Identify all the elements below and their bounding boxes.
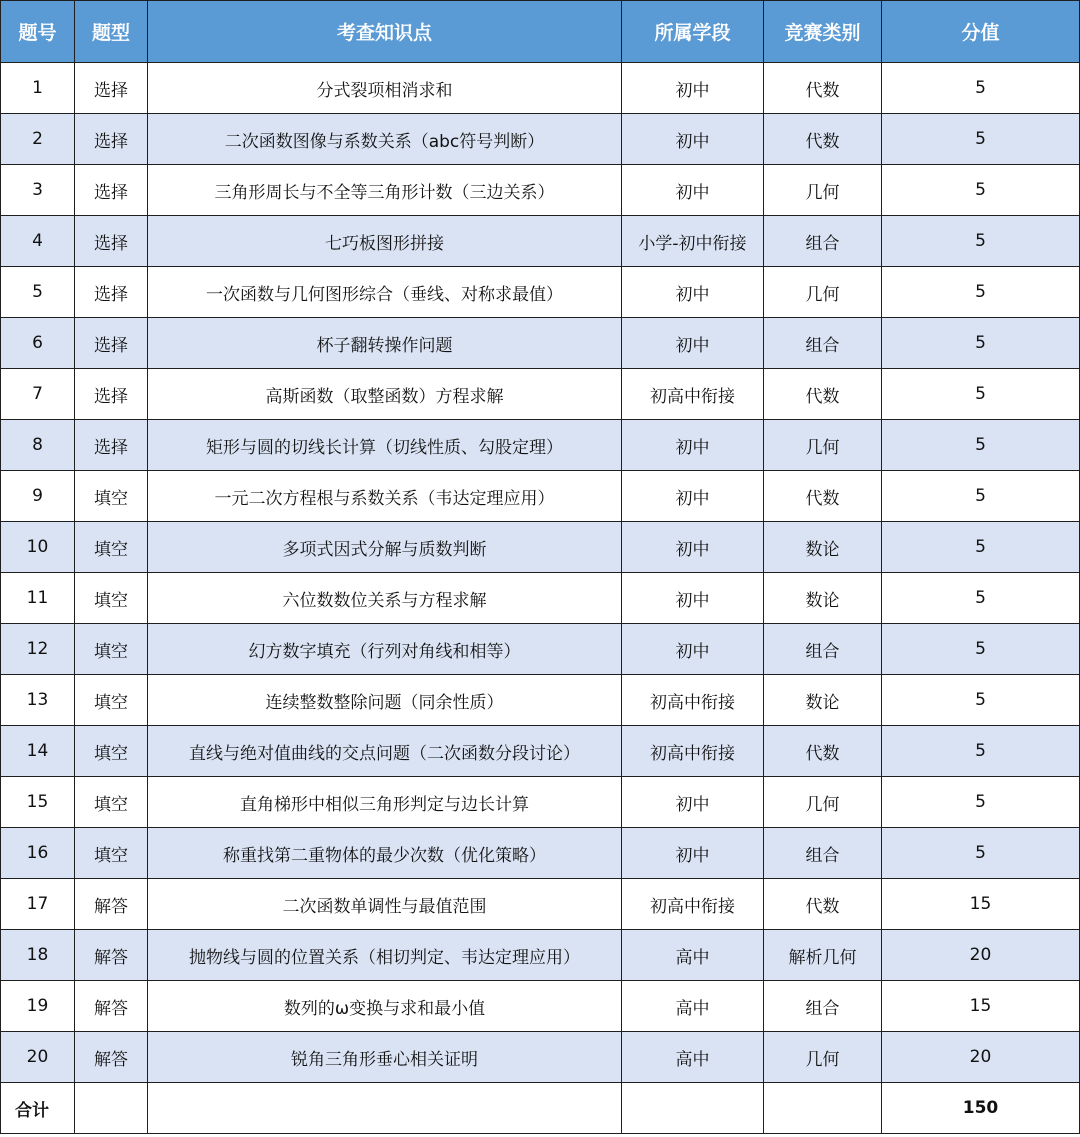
table-row xyxy=(1,675,1080,726)
table-row xyxy=(1,420,1080,471)
cell-question-number: 18 xyxy=(1,930,75,981)
table-row xyxy=(1,726,1080,777)
cell-knowledge-point: 分式裂项相消求和 xyxy=(148,63,622,114)
cell-score: 5 xyxy=(882,114,1080,165)
cell-knowledge-point: 幻方数字填充（行列对角线和相等） xyxy=(148,624,622,675)
table-row xyxy=(1,624,1080,675)
cell-knowledge-point: 称重找第二重物体的最少次数（优化策略） xyxy=(148,828,622,879)
table-row xyxy=(1,369,1080,420)
cell-competition-category: 几何 xyxy=(764,165,882,216)
cell-competition-category: 几何 xyxy=(764,777,882,828)
cell-question-type: 解答 xyxy=(75,1032,148,1083)
cell-question-number: 3 xyxy=(1,165,75,216)
header-question-type: 题型 xyxy=(75,1,148,63)
cell-question-type: 选择 xyxy=(75,63,148,114)
table-header xyxy=(1,1,1080,63)
table-row xyxy=(1,828,1080,879)
cell-question-number: 8 xyxy=(1,420,75,471)
cell-question-number: 7 xyxy=(1,369,75,420)
total-category-cell xyxy=(764,1083,882,1134)
cell-knowledge-point: 矩形与圆的切线长计算（切线性质、勾股定理） xyxy=(148,420,622,471)
cell-question-number: 17 xyxy=(1,879,75,930)
cell-question-type: 解答 xyxy=(75,981,148,1032)
cell-question-type: 选择 xyxy=(75,318,148,369)
table-row xyxy=(1,165,1080,216)
header-school-stage: 所属学段 xyxy=(622,1,764,63)
cell-school-stage: 初中 xyxy=(622,165,764,216)
cell-question-type: 解答 xyxy=(75,930,148,981)
cell-competition-category: 代数 xyxy=(764,726,882,777)
cell-question-type: 填空 xyxy=(75,726,148,777)
cell-knowledge-point: 三角形周长与不全等三角形计数（三边关系） xyxy=(148,165,622,216)
cell-question-type: 填空 xyxy=(75,471,148,522)
cell-question-type: 选择 xyxy=(75,420,148,471)
cell-question-type: 填空 xyxy=(75,573,148,624)
cell-question-number: 20 xyxy=(1,1032,75,1083)
total-label: 合计 xyxy=(1,1083,75,1134)
cell-score: 5 xyxy=(882,267,1080,318)
cell-score: 5 xyxy=(882,420,1080,471)
cell-question-type: 选择 xyxy=(75,114,148,165)
cell-school-stage: 初中 xyxy=(622,828,764,879)
cell-score: 5 xyxy=(882,471,1080,522)
cell-question-number: 15 xyxy=(1,777,75,828)
header-knowledge-point: 考查知识点 xyxy=(148,1,622,63)
cell-question-number: 4 xyxy=(1,216,75,267)
cell-competition-category: 代数 xyxy=(764,369,882,420)
cell-question-number: 2 xyxy=(1,114,75,165)
cell-knowledge-point: 多项式因式分解与质数判断 xyxy=(148,522,622,573)
cell-competition-category: 数论 xyxy=(764,675,882,726)
cell-knowledge-point: 高斯函数（取整函数）方程求解 xyxy=(148,369,622,420)
cell-knowledge-point: 连续整数整除问题（同余性质） xyxy=(148,675,622,726)
cell-school-stage: 初中 xyxy=(622,63,764,114)
cell-question-number: 9 xyxy=(1,471,75,522)
cell-question-number: 10 xyxy=(1,522,75,573)
cell-school-stage: 初中 xyxy=(622,114,764,165)
cell-competition-category: 几何 xyxy=(764,267,882,318)
total-topic-cell xyxy=(148,1083,622,1134)
table-row xyxy=(1,930,1080,981)
cell-question-number: 1 xyxy=(1,63,75,114)
cell-competition-category: 组合 xyxy=(764,318,882,369)
cell-knowledge-point: 二次函数单调性与最值范围 xyxy=(148,879,622,930)
cell-score: 5 xyxy=(882,63,1080,114)
cell-competition-category: 代数 xyxy=(764,63,882,114)
cell-question-type: 填空 xyxy=(75,828,148,879)
cell-school-stage: 初中 xyxy=(622,267,764,318)
cell-school-stage: 高中 xyxy=(622,930,764,981)
cell-competition-category: 几何 xyxy=(764,420,882,471)
cell-school-stage: 初高中衔接 xyxy=(622,369,764,420)
cell-question-type: 选择 xyxy=(75,165,148,216)
cell-question-type: 填空 xyxy=(75,522,148,573)
cell-question-type: 填空 xyxy=(75,624,148,675)
cell-knowledge-point: 六位数数位关系与方程求解 xyxy=(148,573,622,624)
cell-school-stage: 初中 xyxy=(622,522,764,573)
cell-question-number: 12 xyxy=(1,624,75,675)
table-row xyxy=(1,981,1080,1032)
cell-question-type: 解答 xyxy=(75,879,148,930)
table-row xyxy=(1,522,1080,573)
total-row xyxy=(1,1083,1080,1134)
cell-competition-category: 解析几何 xyxy=(764,930,882,981)
cell-competition-category: 组合 xyxy=(764,216,882,267)
cell-question-type: 选择 xyxy=(75,267,148,318)
cell-question-type: 选择 xyxy=(75,216,148,267)
cell-knowledge-point: 一元二次方程根与系数关系（韦达定理应用） xyxy=(148,471,622,522)
cell-score: 5 xyxy=(882,369,1080,420)
table-row xyxy=(1,879,1080,930)
table-row xyxy=(1,573,1080,624)
cell-score: 5 xyxy=(882,777,1080,828)
cell-knowledge-point: 直角梯形中相似三角形判定与边长计算 xyxy=(148,777,622,828)
cell-question-type: 填空 xyxy=(75,777,148,828)
cell-competition-category: 组合 xyxy=(764,624,882,675)
total-type-cell xyxy=(75,1083,148,1134)
cell-school-stage: 高中 xyxy=(622,981,764,1032)
cell-competition-category: 数论 xyxy=(764,522,882,573)
cell-knowledge-point: 抛物线与圆的位置关系（相切判定、韦达定理应用） xyxy=(148,930,622,981)
cell-question-type: 选择 xyxy=(75,369,148,420)
table-footer xyxy=(1,1083,1080,1134)
cell-school-stage: 初高中衔接 xyxy=(622,879,764,930)
cell-knowledge-point: 直线与绝对值曲线的交点问题（二次函数分段讨论） xyxy=(148,726,622,777)
cell-competition-category: 代数 xyxy=(764,471,882,522)
cell-question-number: 13 xyxy=(1,675,75,726)
cell-competition-category: 几何 xyxy=(764,1032,882,1083)
cell-knowledge-point: 七巧板图形拼接 xyxy=(148,216,622,267)
cell-question-number: 16 xyxy=(1,828,75,879)
cell-knowledge-point: 一次函数与几何图形综合（垂线、对称求最值） xyxy=(148,267,622,318)
cell-question-number: 19 xyxy=(1,981,75,1032)
cell-question-number: 6 xyxy=(1,318,75,369)
table-row xyxy=(1,63,1080,114)
cell-question-number: 11 xyxy=(1,573,75,624)
cell-score: 5 xyxy=(882,216,1080,267)
cell-school-stage: 初高中衔接 xyxy=(622,726,764,777)
cell-score: 20 xyxy=(882,1032,1080,1083)
table-row xyxy=(1,471,1080,522)
table-row xyxy=(1,1032,1080,1083)
header-score: 分值 xyxy=(882,1,1080,63)
cell-score: 5 xyxy=(882,522,1080,573)
cell-score: 5 xyxy=(882,318,1080,369)
cell-competition-category: 代数 xyxy=(764,114,882,165)
cell-competition-category: 代数 xyxy=(764,879,882,930)
total-stage-cell xyxy=(622,1083,764,1134)
cell-score: 20 xyxy=(882,930,1080,981)
table-body xyxy=(1,63,1080,1083)
cell-school-stage: 高中 xyxy=(622,1032,764,1083)
cell-competition-category: 组合 xyxy=(764,828,882,879)
table-row xyxy=(1,777,1080,828)
cell-score: 15 xyxy=(882,981,1080,1032)
table-row xyxy=(1,216,1080,267)
cell-school-stage: 初中 xyxy=(622,471,764,522)
cell-school-stage: 初高中衔接 xyxy=(622,675,764,726)
table-row xyxy=(1,318,1080,369)
header-question-number: 题号 xyxy=(1,1,75,63)
cell-score: 5 xyxy=(882,165,1080,216)
cell-question-number: 14 xyxy=(1,726,75,777)
cell-question-type: 填空 xyxy=(75,675,148,726)
cell-score: 5 xyxy=(882,573,1080,624)
cell-school-stage: 初中 xyxy=(622,777,764,828)
cell-knowledge-point: 锐角三角形垂心相关证明 xyxy=(148,1032,622,1083)
cell-question-number: 5 xyxy=(1,267,75,318)
cell-school-stage: 小学-初中衔接 xyxy=(622,216,764,267)
cell-score: 5 xyxy=(882,828,1080,879)
cell-school-stage: 初中 xyxy=(622,318,764,369)
cell-knowledge-point: 二次函数图像与系数关系（abc符号判断） xyxy=(148,114,622,165)
cell-school-stage: 初中 xyxy=(622,420,764,471)
table-row xyxy=(1,114,1080,165)
total-score: 150 xyxy=(882,1083,1080,1134)
cell-knowledge-point: 数列的ω变换与求和最小值 xyxy=(148,981,622,1032)
cell-score: 5 xyxy=(882,675,1080,726)
cell-score: 5 xyxy=(882,624,1080,675)
header-row xyxy=(1,1,1080,63)
header-competition-category: 竞赛类别 xyxy=(764,1,882,63)
cell-school-stage: 初中 xyxy=(622,624,764,675)
table-row xyxy=(1,267,1080,318)
cell-score: 15 xyxy=(882,879,1080,930)
cell-score: 5 xyxy=(882,726,1080,777)
cell-school-stage: 初中 xyxy=(622,573,764,624)
cell-competition-category: 数论 xyxy=(764,573,882,624)
cell-competition-category: 组合 xyxy=(764,981,882,1032)
cell-knowledge-point: 杯子翻转操作问题 xyxy=(148,318,622,369)
